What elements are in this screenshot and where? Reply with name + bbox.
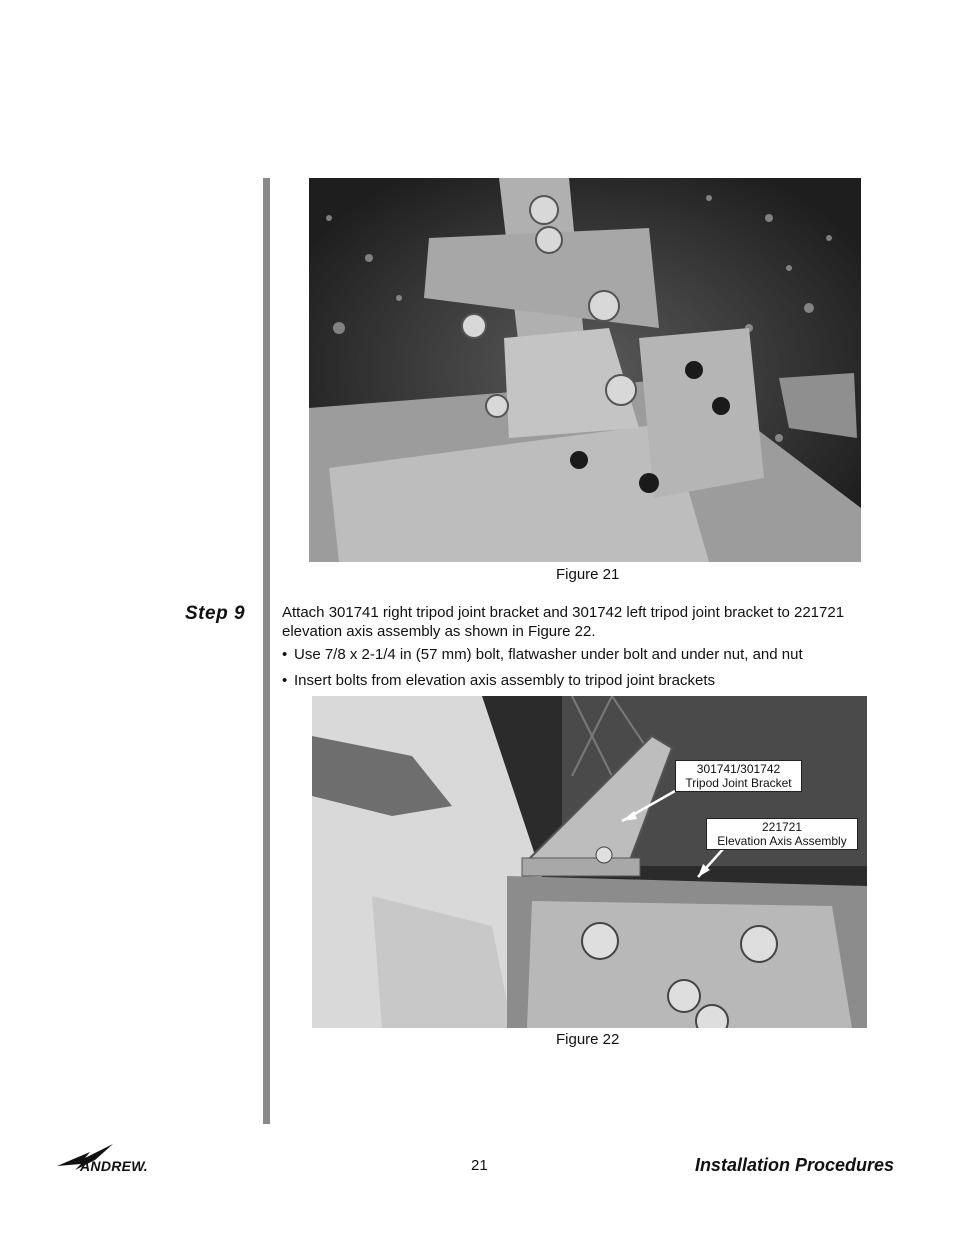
andrew-logo-text: ANDREW. bbox=[80, 1158, 148, 1174]
figure-21-caption: Figure 21 bbox=[556, 566, 620, 583]
callout-arrow-1 bbox=[600, 785, 700, 885]
bullet-item bbox=[282, 645, 803, 664]
callout-elevation-axis-assembly bbox=[706, 818, 858, 850]
callout-arrow-2 bbox=[690, 845, 750, 885]
bullet-icon: • bbox=[282, 646, 288, 663]
section-title: Installation Procedures bbox=[694, 1155, 894, 1175]
bullet-text: Use 7/8 x 2-1/4 in (57 mm) bolt, flatwasher under bolt and under nut, and nut bbox=[294, 646, 803, 663]
bullet-icon: • bbox=[282, 672, 288, 689]
callout-label: Elevation Axis Assembly bbox=[717, 834, 847, 848]
figure-22-caption: Figure 22 bbox=[556, 1031, 620, 1048]
page-number: 21 bbox=[471, 1157, 488, 1174]
figure-22-photo bbox=[312, 696, 867, 1028]
callout-part-number: 301741/301742 bbox=[696, 762, 781, 776]
bullet-text: Insert bolts from elevation axis assembly to tripod joint brackets bbox=[294, 672, 716, 689]
callout-part-number: 221721 bbox=[761, 820, 803, 834]
figure-21-photo bbox=[309, 178, 861, 562]
bullet-item bbox=[282, 671, 715, 690]
sidebar-rule bbox=[263, 178, 270, 1124]
step-instructions: Attach 301741 right tripod joint bracket and 301742 left tripod joint bracket to 221721 elevation axis assembly as shown in Figure 22. bbox=[282, 604, 845, 640]
step-label: Step 9 bbox=[185, 603, 246, 624]
callout-tripod-joint-bracket bbox=[675, 760, 802, 792]
callout-label: Tripod Joint Bracket bbox=[685, 776, 792, 790]
